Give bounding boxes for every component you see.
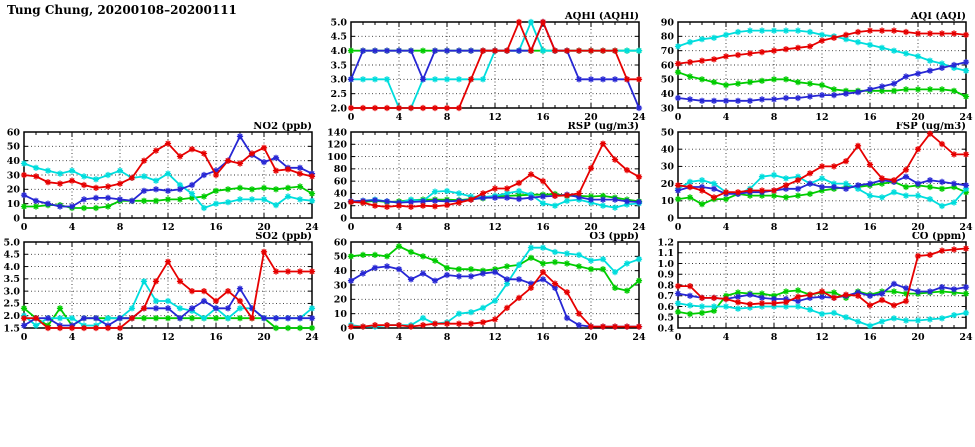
x-tick-label: 24	[305, 222, 319, 232]
x-tick-label: 12	[161, 222, 175, 232]
y-tick-label: 80	[333, 164, 347, 176]
chart-svg-fsp	[654, 122, 975, 232]
chart-title-co: CO (ppm)	[911, 232, 966, 242]
series-markers-blue	[21, 286, 315, 329]
x-axis-labels	[21, 222, 319, 232]
y-tick-label: 30	[660, 161, 674, 173]
y-tick-label: 80	[660, 31, 674, 43]
x-axis-labels	[675, 222, 973, 232]
series-markers-green	[675, 179, 969, 208]
chart-so2	[0, 232, 321, 342]
x-tick-label: 16	[209, 222, 223, 232]
x-tick-label: 24	[305, 332, 319, 342]
y-tick-label: 90	[660, 17, 674, 29]
series-red	[21, 140, 315, 191]
chart-title-aqi: AQI (AQI)	[910, 12, 966, 22]
x-tick-label: 0	[20, 222, 28, 232]
x-tick-label: 24	[959, 112, 973, 122]
x-tick-label: 8	[116, 222, 124, 232]
x-tick-label: 16	[536, 332, 550, 342]
y-tick-label: 20	[333, 201, 347, 213]
x-tick-label: 4	[722, 112, 730, 122]
y-tick-label: 1.2	[657, 237, 674, 249]
y-tick-label: 140	[327, 127, 347, 139]
x-tick-label: 20	[584, 222, 598, 232]
y-tick-label: 0.9	[657, 269, 674, 281]
x-tick-label: 24	[632, 332, 646, 342]
x-tick-label: 4	[68, 222, 76, 232]
x-tick-label: 24	[959, 332, 973, 342]
chart-o3	[327, 232, 648, 342]
y-tick-label: 2.5	[330, 88, 347, 100]
x-tick-label: 24	[632, 222, 646, 232]
y-tick-label: 4.0	[330, 45, 347, 57]
y-tick-label: 4.5	[330, 31, 347, 43]
x-tick-label: 8	[770, 222, 778, 232]
x-axis-labels	[675, 112, 973, 122]
series-green	[675, 179, 969, 208]
y-tick-label: 10	[333, 308, 347, 320]
y-tick-label: 120	[327, 139, 347, 151]
chart-svg-o3	[327, 232, 648, 342]
y-tick-label: 1.0	[657, 258, 674, 270]
y-tick-label: 0	[340, 323, 347, 335]
y-tick-label: 60	[333, 176, 347, 188]
y-tick-label: 5.0	[3, 237, 20, 249]
x-tick-label: 12	[488, 332, 502, 342]
chart-rsp	[327, 122, 648, 232]
y-axis-labels	[661, 17, 675, 114]
x-tick-label: 8	[443, 222, 451, 232]
chart-no2	[0, 122, 321, 232]
y-tick-label: 4.0	[3, 261, 20, 273]
y-tick-label: 0.7	[657, 291, 674, 303]
x-tick-label: 12	[488, 112, 502, 122]
x-tick-label: 12	[488, 222, 502, 232]
y-tick-label: 2.5	[3, 298, 20, 310]
series-markers-red	[21, 140, 315, 191]
chart-svg-co	[654, 232, 975, 342]
chart-title-so2: SO2 (ppb)	[255, 232, 312, 242]
y-tick-label: 0.5	[657, 312, 674, 324]
y-tick-label: 40	[333, 265, 347, 277]
y-tick-label: 0	[13, 213, 20, 225]
x-tick-label: 16	[863, 332, 877, 342]
gridlines	[351, 132, 639, 218]
x-tick-label: 12	[815, 222, 829, 232]
chart-fsp	[654, 122, 975, 232]
x-tick-label: 20	[584, 332, 598, 342]
x-tick-label: 16	[863, 112, 877, 122]
y-tick-label: 3.5	[3, 274, 20, 286]
y-tick-label: 20	[333, 294, 347, 306]
x-tick-label: 20	[257, 332, 271, 342]
y-tick-label: 3.5	[330, 60, 347, 72]
x-tick-label: 4	[68, 332, 76, 342]
chart-svg-rsp	[327, 122, 648, 232]
x-tick-label: 8	[116, 332, 124, 342]
x-tick-label: 20	[911, 332, 925, 342]
chart-title-no2: NO2 (ppb)	[253, 122, 312, 132]
x-tick-label: 0	[347, 222, 355, 232]
y-axis-labels	[661, 127, 675, 224]
chart-svg-aqhi	[327, 12, 648, 122]
x-axis-labels	[348, 112, 646, 122]
x-tick-label: 4	[722, 332, 730, 342]
y-tick-label: 1.5	[3, 323, 20, 335]
y-tick-label: 10	[6, 198, 20, 210]
x-tick-label: 24	[959, 222, 973, 232]
chart-title-aqhi: AQHI (AQHI)	[564, 12, 639, 22]
y-axis-labels	[327, 127, 347, 224]
page-title: Tung Chung, 20200108–20200111	[7, 3, 237, 17]
chart-title-fsp: FSP (ug/m3)	[895, 122, 966, 132]
x-tick-label: 8	[443, 112, 451, 122]
y-tick-label: 3.0	[330, 74, 347, 86]
y-tick-label: 4.5	[3, 249, 20, 261]
y-tick-label: 60	[6, 127, 20, 139]
series-blue	[21, 286, 315, 329]
x-tick-label: 20	[257, 222, 271, 232]
x-tick-label: 20	[911, 222, 925, 232]
x-axis-labels	[348, 332, 646, 342]
x-tick-label: 16	[536, 112, 550, 122]
chart-svg-so2	[0, 232, 321, 342]
y-tick-label: 60	[333, 237, 347, 249]
x-tick-label: 8	[443, 332, 451, 342]
y-tick-label: 0	[667, 213, 674, 225]
series-green	[348, 243, 642, 294]
y-tick-label: 10	[660, 196, 674, 208]
series-markers-blue	[675, 59, 969, 104]
chart-title-rsp: RSP (ug/m3)	[567, 122, 639, 132]
x-tick-label: 16	[209, 332, 223, 342]
y-tick-label: 2.0	[330, 103, 347, 115]
x-tick-label: 24	[632, 112, 646, 122]
x-tick-label: 12	[161, 332, 175, 342]
x-tick-label: 0	[674, 222, 682, 232]
y-tick-label: 50	[333, 251, 347, 263]
x-tick-label: 4	[395, 222, 403, 232]
y-tick-label: 50	[660, 74, 674, 86]
x-tick-label: 4	[395, 332, 403, 342]
y-tick-label: 1.1	[657, 248, 674, 260]
y-tick-label: 70	[660, 45, 674, 57]
y-tick-label: 3.0	[3, 286, 20, 298]
y-tick-label: 0	[340, 213, 347, 225]
gridlines	[678, 132, 966, 218]
chart-title-o3: O3 (ppb)	[589, 232, 639, 242]
y-tick-label: 0.6	[657, 301, 674, 313]
x-tick-label: 8	[770, 112, 778, 122]
x-tick-label: 12	[815, 332, 829, 342]
y-tick-label: 2.0	[3, 311, 20, 323]
x-axis-labels	[348, 222, 646, 232]
x-tick-label: 0	[347, 112, 355, 122]
y-tick-label: 0.8	[657, 280, 674, 292]
x-tick-label: 0	[674, 112, 682, 122]
y-axis-labels	[330, 17, 347, 114]
chart-co	[654, 232, 975, 342]
y-tick-label: 30	[333, 280, 347, 292]
x-tick-label: 8	[770, 332, 778, 342]
x-tick-label: 16	[536, 222, 550, 232]
y-tick-label: 20	[660, 178, 674, 190]
gridlines	[351, 242, 639, 328]
x-tick-label: 0	[674, 332, 682, 342]
x-tick-label: 4	[722, 222, 730, 232]
chart-aqi	[654, 12, 975, 122]
y-tick-label: 5.0	[330, 17, 347, 29]
x-tick-label: 4	[395, 112, 403, 122]
chart-svg-no2	[0, 122, 321, 232]
x-tick-label: 12	[815, 112, 829, 122]
chart-svg-aqi	[654, 12, 975, 122]
x-tick-label: 16	[863, 222, 877, 232]
y-tick-label: 60	[660, 60, 674, 72]
x-tick-label: 20	[584, 112, 598, 122]
series-blue	[675, 59, 969, 104]
y-tick-label: 0.4	[657, 323, 674, 335]
y-tick-label: 20	[6, 184, 20, 196]
y-axis-labels	[657, 237, 674, 334]
x-axis-labels	[675, 332, 973, 342]
chart-aqhi	[327, 12, 648, 122]
y-tick-label: 50	[660, 127, 674, 139]
y-tick-label: 100	[327, 151, 347, 163]
y-tick-label: 40	[333, 188, 347, 200]
y-tick-label: 50	[6, 141, 20, 153]
y-axis-labels	[7, 127, 21, 224]
y-tick-label: 40	[660, 144, 674, 156]
y-tick-label: 30	[660, 103, 674, 115]
x-tick-label: 0	[20, 332, 28, 342]
x-axis-labels	[21, 332, 319, 342]
x-tick-label: 0	[347, 332, 355, 342]
y-axis-labels	[334, 237, 348, 334]
y-tick-label: 40	[6, 155, 20, 167]
x-tick-label: 20	[911, 112, 925, 122]
y-tick-label: 40	[660, 88, 674, 100]
y-axis-labels	[3, 237, 20, 334]
y-tick-label: 30	[6, 170, 20, 182]
